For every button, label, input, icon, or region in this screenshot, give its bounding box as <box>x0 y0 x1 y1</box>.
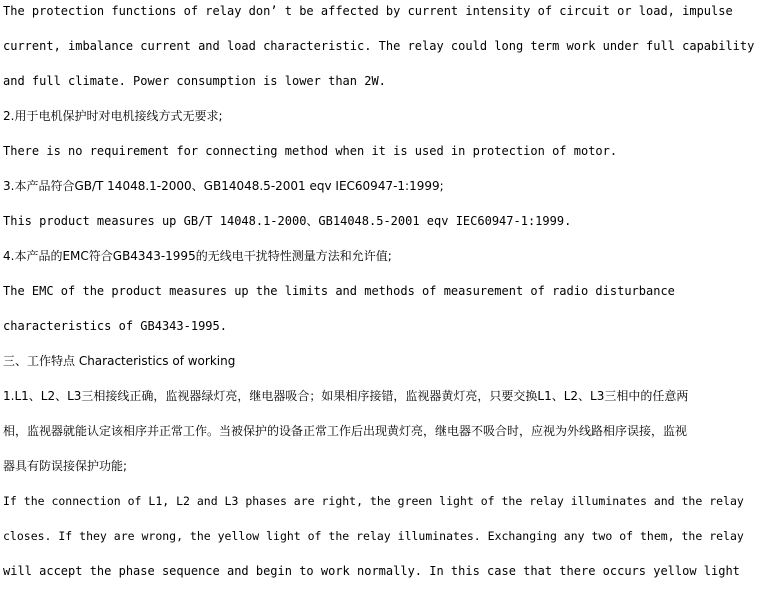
text-line: and full climate. Power consumption is lower than 2W. <box>3 74 386 88</box>
text-line: 2.用于电机保护时对电机接线方式无要求; <box>3 109 223 123</box>
text-line: The protection functions of relay don’ t be affected by current intensity of circuit or load, impulse <box>3 4 733 18</box>
section-heading: 三、工作特点 Characteristics of working <box>3 354 236 368</box>
text-line: There is no requirement for connecting method when it is used in protection of motor. <box>3 144 618 158</box>
text-line: 3.本产品符合GB/T 14048.1-2000、GB14048.5-2001 eqv IEC60947-1:1999; <box>3 179 444 193</box>
text-line: This product measures up GB/T 14048.1-2000、GB14048.5-2001 eqv IEC60947-1:1999. <box>3 214 572 228</box>
text-line: 1.L1、L2、L3三相接线正确，监视器绿灯亮，继电器吸合；如果相序接错，监视器黄灯亮，只要交换L1、L2、L3三相中的任意两 <box>3 389 689 403</box>
text-line: current, imbalance current and load characteristic. The relay could long term work under full capability <box>3 39 755 53</box>
text-line: The EMC of the product measures up the limits and methods of measurement of radio disturbance <box>3 284 675 298</box>
text-line: 4.本产品的EMC符合GB4343-1995的无线电干扰特性测量方法和允许值; <box>3 249 392 263</box>
text-line: 器具有防误接保护功能; <box>3 459 128 473</box>
text-line: If the connection of L1, L2 and L3 phases are right, the green light of the relay illuminates and the relay <box>3 494 744 508</box>
text-line: closes. If they are wrong, the yellow light of the relay illuminates. Exchanging any two of them, the relay <box>3 529 744 543</box>
text-line: will accept the phase sequence and begin to work normally. In this case that there occurs yellow light <box>3 564 740 578</box>
text-line: 相，监视器就能认定该相序并正常工作。当被保护的设备正常工作后出现黄灯亮，继电器不吸合时，应视为外线路相序误接，监视 <box>3 424 688 438</box>
text-line: characteristics of GB4343-1995. <box>3 319 227 333</box>
document-body <box>3 0 757 595</box>
